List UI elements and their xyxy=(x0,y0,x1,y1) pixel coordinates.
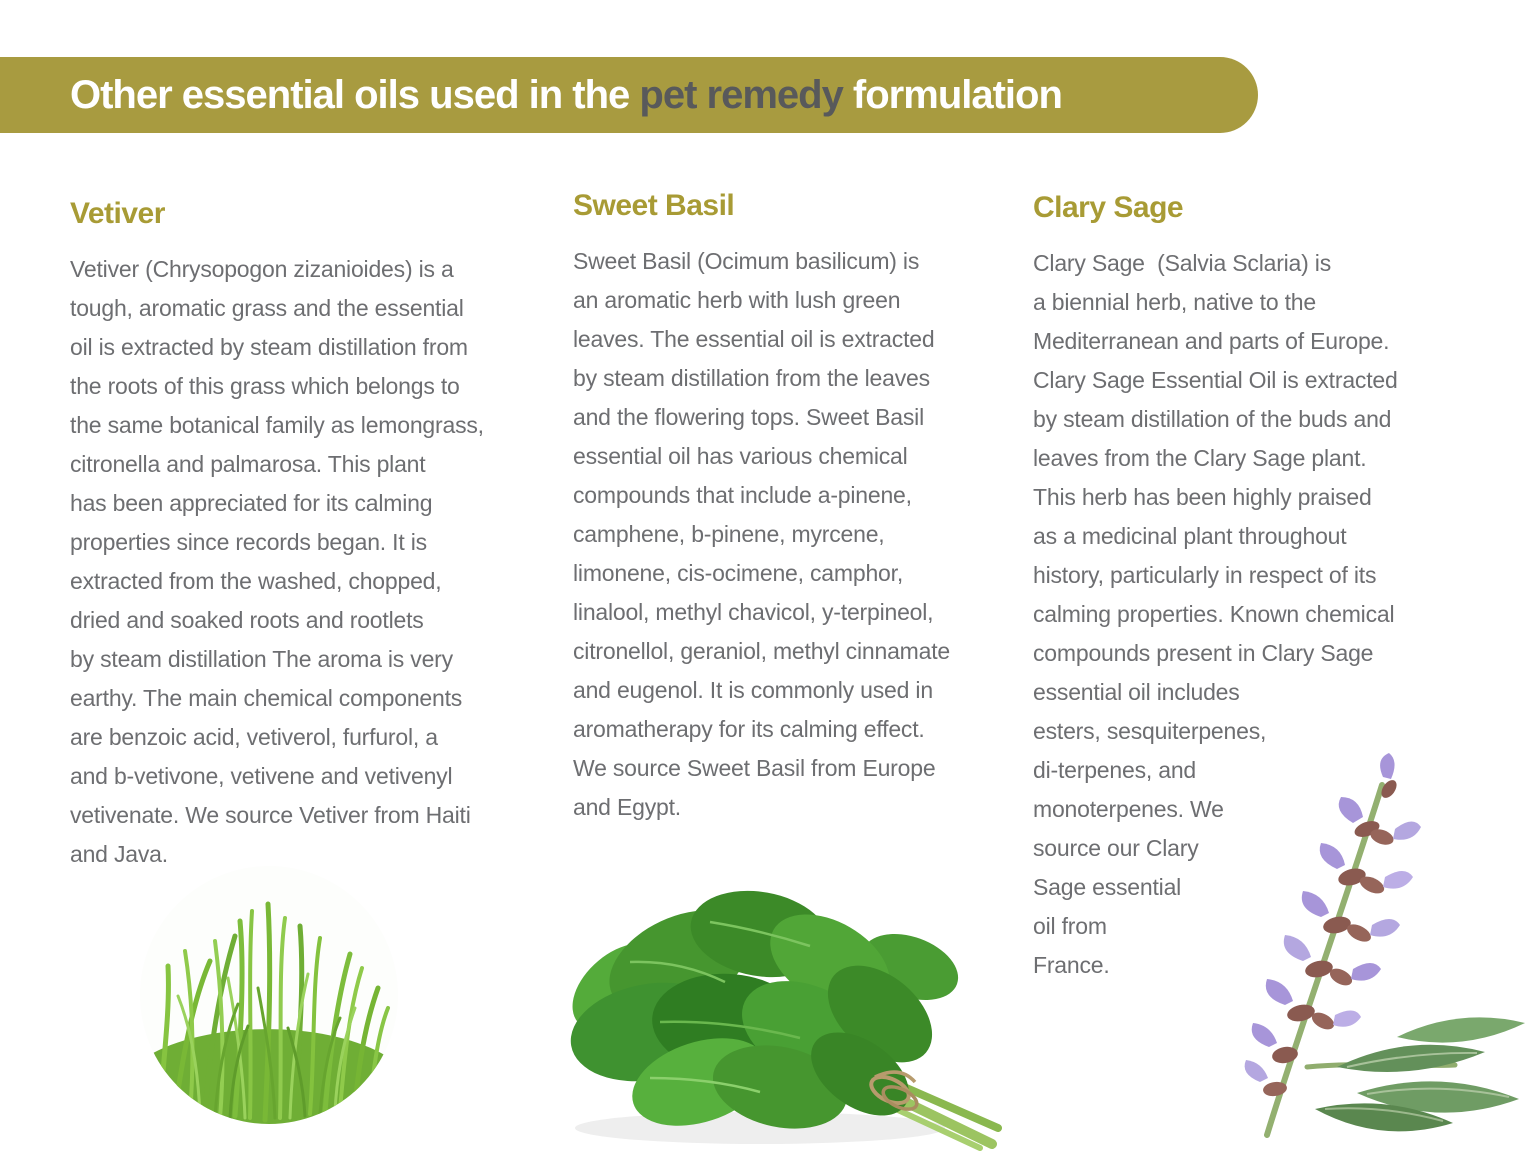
clary-sage-image xyxy=(1197,737,1535,1152)
paragraph-line: has been appreciated for its calming xyxy=(70,490,433,516)
paragraph-line: oil from xyxy=(1033,913,1107,939)
paragraph-line: as a medicinal plant throughout xyxy=(1033,523,1347,549)
paragraph-line: di-terpenes, and xyxy=(1033,757,1197,783)
paragraph-line: leaves. The essential oil is extracted xyxy=(573,326,935,352)
paragraph-line: Sage essential xyxy=(1033,874,1182,900)
paragraph-line: by steam distillation The aroma is very xyxy=(70,646,453,672)
paragraph-line: an aromatic herb with lush green xyxy=(573,287,901,313)
paragraph-line: essential oil includes xyxy=(1033,679,1240,705)
paragraph-line: history, particularly in respect of its xyxy=(1033,562,1377,588)
paragraph-line: a biennial herb, native to the xyxy=(1033,289,1316,315)
header-band xyxy=(0,57,1258,133)
paragraph-line: esters, sesquiterpenes, xyxy=(1033,718,1267,744)
vetiver-paragraph xyxy=(70,250,540,874)
paragraph-line: vetivenate. We source Vetiver from Haiti xyxy=(70,802,471,828)
paragraph-line: citronellol, geraniol, methyl cinnamate xyxy=(573,638,951,664)
paragraph-line: Sweet Basil (Ocimum basilicum) is xyxy=(573,248,920,274)
paragraph-line: by steam distillation of the buds and xyxy=(1033,406,1392,432)
paragraph-line: camphene, b-pinene, myrcene, xyxy=(573,521,885,547)
paragraph-line: by steam distillation from the leaves xyxy=(573,365,930,391)
clary-sage-heading: Clary Sage xyxy=(1033,191,1184,224)
vetiver-heading: Vetiver xyxy=(70,197,165,230)
title-segment-after: formulation xyxy=(842,72,1062,117)
paragraph-line: dried and soaked roots and rootlets xyxy=(70,607,424,633)
paragraph-line: This herb has been highly praised xyxy=(1033,484,1372,510)
paragraph-line: tough, aromatic grass and the essential xyxy=(70,295,464,321)
paragraph-line: Clary Sage Essential Oil is extracted xyxy=(1033,367,1398,393)
paragraph-line: linalool, methyl chavicol, y-terpineol, xyxy=(573,599,934,625)
paragraph-line: and Egypt. xyxy=(573,794,681,820)
column-vetiver xyxy=(70,196,540,874)
paragraph-line: monoterpenes. We xyxy=(1033,796,1224,822)
paragraph-line: Mediterranean and parts of Europe. xyxy=(1033,328,1390,354)
paragraph-line: and Java. xyxy=(70,841,168,867)
paragraph-line: source our Clary xyxy=(1033,835,1199,861)
paragraph-line: earthy. The main chemical components xyxy=(70,685,463,711)
paragraph-line: extracted from the washed, chopped, xyxy=(70,568,442,594)
page-title xyxy=(70,73,1062,118)
paragraph-line: the same botanical family as lemongrass, xyxy=(70,412,484,438)
paragraph-line: the roots of this grass which belongs to xyxy=(70,373,460,399)
paragraph-line: limonene, cis-ocimene, camphor, xyxy=(573,560,904,586)
sweet-basil-image xyxy=(560,842,1010,1152)
paragraph-line: and b-vetivone, vetivene and vetivenyl xyxy=(70,763,453,789)
paragraph-line: properties since records began. It is xyxy=(70,529,427,555)
paragraph-line: Vetiver (Chrysopogon zizanioides) is a xyxy=(70,256,454,282)
paragraph-line: calming properties. Known chemical xyxy=(1033,601,1395,627)
sweet-basil-heading: Sweet Basil xyxy=(573,189,735,222)
sweet-basil-paragraph xyxy=(573,242,1043,827)
title-segment-before: Other essential oils used in the xyxy=(70,72,640,117)
paragraph-line: and eugenol. It is commonly used in xyxy=(573,677,933,703)
paragraph-line: are benzoic acid, vetiverol, furfurol, a xyxy=(70,724,438,750)
title-segment-highlight: pet remedy xyxy=(639,72,843,117)
paragraph-line: Clary Sage (Salvia Sclaria) is xyxy=(1033,250,1332,276)
paragraph-line: aromatherapy for its calming effect. xyxy=(573,716,925,742)
paragraph-line: compounds that include a-pinene, xyxy=(573,482,912,508)
paragraph-line: France. xyxy=(1033,952,1110,978)
paragraph-line: We source Sweet Basil from Europe xyxy=(573,755,936,781)
paragraph-line: essential oil has various chemical xyxy=(573,443,908,469)
paragraph-line: citronella and palmarosa. This plant xyxy=(70,451,426,477)
vetiver-grass-image xyxy=(140,866,398,1129)
paragraph-line: leaves from the Clary Sage plant. xyxy=(1033,445,1367,471)
paragraph-line: compounds present in Clary Sage xyxy=(1033,640,1374,666)
column-sweet-basil xyxy=(573,188,1043,827)
paragraph-line: and the flowering tops. Sweet Basil xyxy=(573,404,924,430)
paragraph-line: oil is extracted by steam distillation from xyxy=(70,334,468,360)
